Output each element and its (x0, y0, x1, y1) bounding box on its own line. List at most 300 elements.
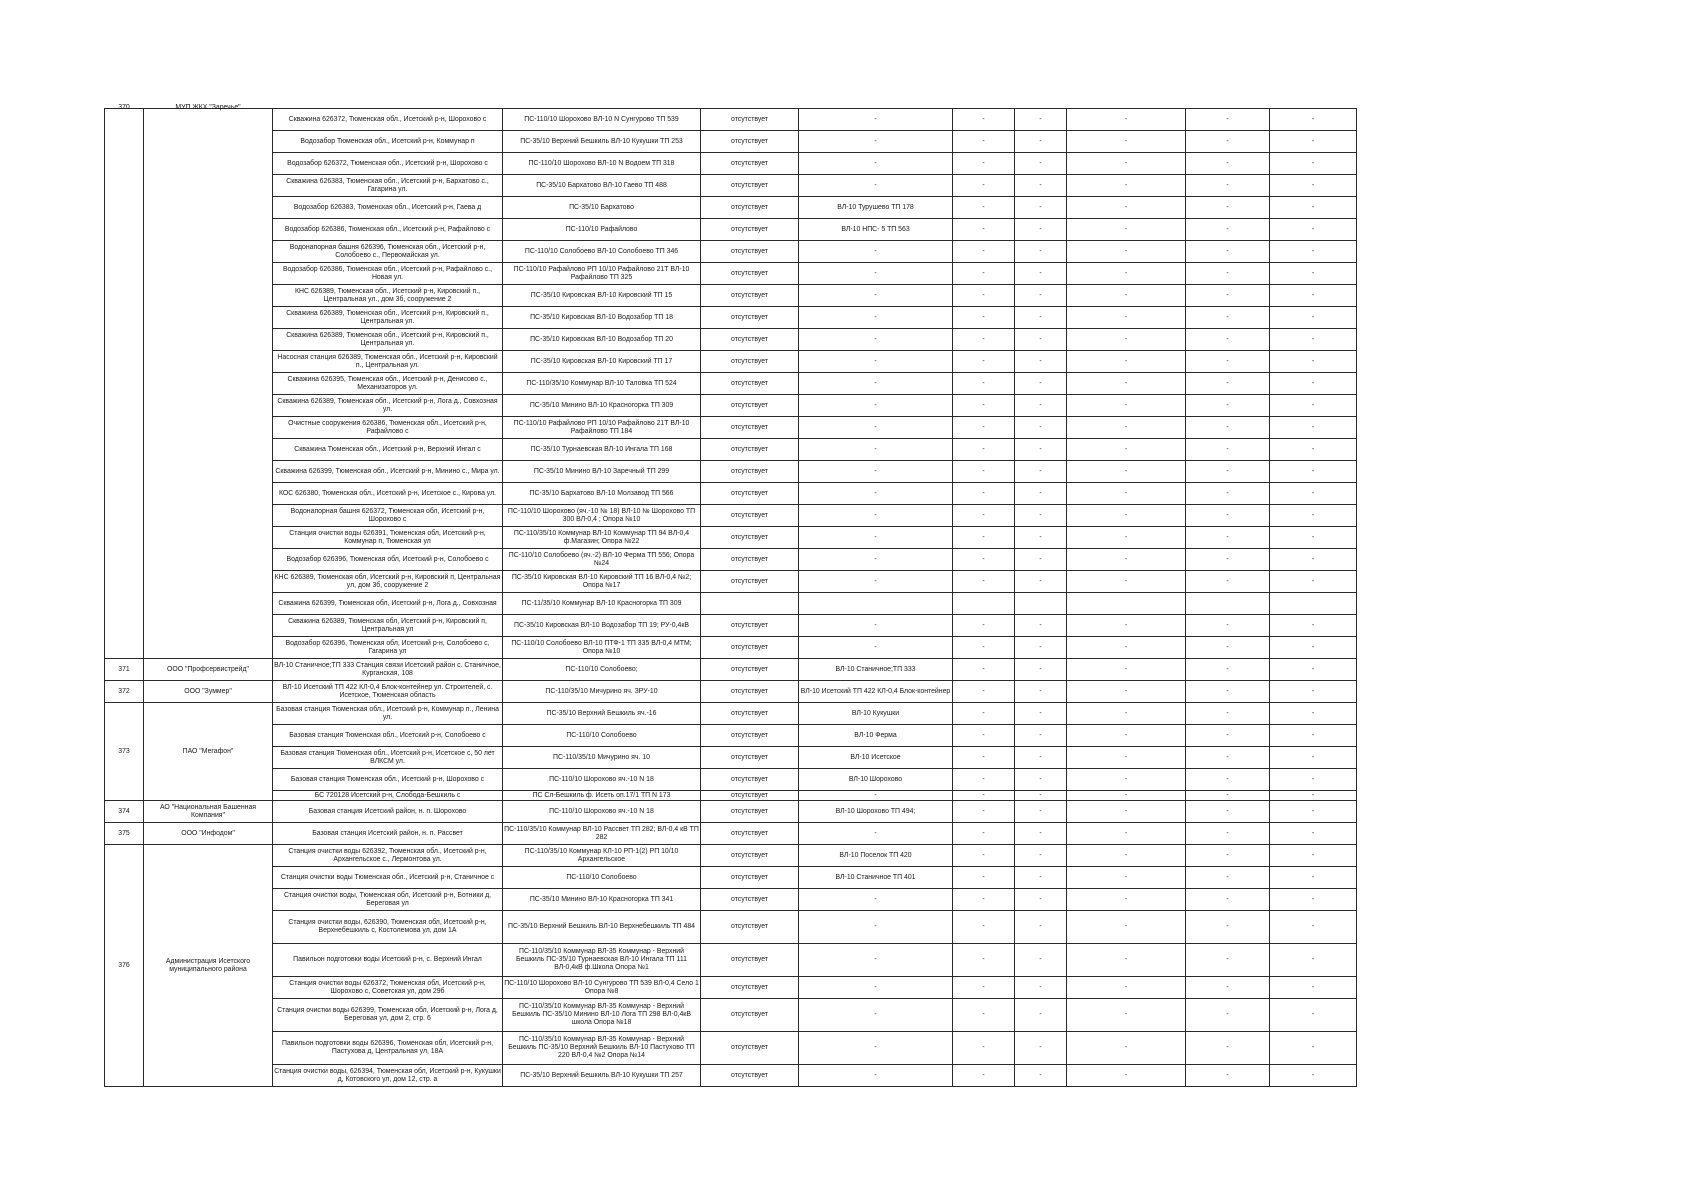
document-status-cell: отсутствует (701, 867, 799, 889)
value-cell: - (1067, 307, 1186, 329)
value-cell: - (953, 307, 1015, 329)
feeder-cell: ВЛ-10 Шорохово ТП 494; (799, 801, 953, 823)
document-status-cell: отсутствует (701, 109, 799, 131)
object-address-cell: Станция очистки воды, 626394, Тюменская обл, Исетский р-н, Кукушки д, Котовского ул, дом 12, стр. а (273, 1065, 503, 1087)
value-cell: - (1067, 219, 1186, 241)
table-row (105, 999, 1357, 1032)
feeder-cell: ВЛ-10 Исетское (799, 747, 953, 769)
substation-cell: ПС-35/10 Кировская ВЛ-10 Водозабор ТП 19; РУ-0,4кВ (503, 615, 701, 637)
value-cell: - (953, 439, 1015, 461)
substation-cell: ПС-110/10 Рафайлово РП 10/10 Рафайлово 21Т ВЛ-10 Рафайлово ТП 325 (503, 263, 701, 285)
feeder-cell: ВЛ-10 Поселок ТП 420 (799, 845, 953, 867)
feeder-cell: - (799, 109, 953, 131)
table-row (105, 417, 1357, 439)
feeder-cell: - (799, 175, 953, 197)
value-cell: - (1270, 1065, 1357, 1087)
value-cell: - (1186, 681, 1270, 703)
value-cell: - (1067, 659, 1186, 681)
substation-cell: ПС-11/35/10 Коммунар ВЛ-10 Красногорка ТП 309 (503, 593, 701, 615)
value-cell: - (1270, 197, 1357, 219)
value-cell (1186, 593, 1270, 615)
value-cell: - (1270, 889, 1357, 911)
substation-cell: ПС-35/10 Кировская ВЛ-10 Кировский ТП 17 (503, 351, 701, 373)
value-cell: - (1067, 461, 1186, 483)
value-cell: - (1015, 439, 1067, 461)
feeder-cell: - (799, 1065, 953, 1087)
value-cell: - (1015, 703, 1067, 725)
table-row (105, 219, 1357, 241)
object-address-cell: Водозабор 626396, Тюменская обл, Исетский р-н, Солобоево с, Гагарина ул (273, 637, 503, 659)
value-cell: - (953, 153, 1015, 175)
organization-cell: Администрация Исетского муниципального района (144, 845, 273, 1087)
value-cell: - (1015, 351, 1067, 373)
table-row (105, 461, 1357, 483)
value-cell (953, 593, 1015, 615)
document-status-cell: отсутствует (701, 823, 799, 845)
value-cell: - (1270, 977, 1357, 999)
object-address-cell: Станция очистки воды Тюменская обл., Исетский р-н, Станичное с (273, 867, 503, 889)
substation-cell: ПС-110/10 Шорохово ВЛ-10 Сунгурово ТП 539 ВЛ-0,4 Село 1 Опора №8 (503, 977, 701, 999)
value-cell: - (1067, 417, 1186, 439)
value-cell: - (1270, 911, 1357, 944)
value-cell: - (953, 845, 1015, 867)
value-cell: - (1270, 1032, 1357, 1065)
feeder-cell: - (799, 263, 953, 285)
object-address-cell: ВЛ-10 Исетский ТП 422 КЛ-0,4 Блок-контейнер ул. Строителей, с. Исетское, Тюменская область (273, 681, 503, 703)
value-cell: - (1015, 1032, 1067, 1065)
value-cell: - (1015, 867, 1067, 889)
document-status-cell: отсутствует (701, 1065, 799, 1087)
substation-cell: ПС-35/10 Бархатово (503, 197, 701, 219)
document-status-cell: отсутствует (701, 703, 799, 725)
feeder-cell: - (799, 889, 953, 911)
value-cell: - (1015, 571, 1067, 593)
value-cell: - (1067, 791, 1186, 801)
value-cell: - (953, 791, 1015, 801)
value-cell: - (1067, 197, 1186, 219)
substation-cell: ПС-110/35/10 Коммунар ВЛ-10 Таловка ТП 524 (503, 373, 701, 395)
value-cell: - (1186, 1065, 1270, 1087)
object-address-cell: Скважина 626389, Тюменская обл., Исетский р-н, Кировский п., Центральная ул. (273, 307, 503, 329)
substation-cell: ПС-110/10 Рафайлово РП 10/10 Рафайлово 21Т ВЛ-10 Рафайлово ТП 184 (503, 417, 701, 439)
feeder-cell: - (799, 373, 953, 395)
value-cell (1067, 593, 1186, 615)
value-cell: - (1067, 725, 1186, 747)
table-row (105, 241, 1357, 263)
value-cell: - (1186, 527, 1270, 549)
value-cell: - (1186, 703, 1270, 725)
value-cell: - (1015, 329, 1067, 351)
value-cell: - (1186, 373, 1270, 395)
row-number-cell: 373 (105, 703, 144, 801)
feeder-cell: - (799, 823, 953, 845)
document-status-cell: отсутствует (701, 483, 799, 505)
table-row (105, 175, 1357, 197)
value-cell: - (953, 131, 1015, 153)
object-address-cell: Базовая станция Тюменская обл., Исетский р-н, Исетское с, 50 лет ВЛКСМ ул. (273, 747, 503, 769)
value-cell: - (1186, 889, 1270, 911)
table-row (105, 329, 1357, 351)
feeder-cell: - (799, 615, 953, 637)
value-cell: - (953, 889, 1015, 911)
organization-text: МУП ЖКХ "Заречье" (175, 104, 241, 111)
value-cell: - (1270, 219, 1357, 241)
value-cell: - (953, 977, 1015, 999)
value-cell: - (1270, 571, 1357, 593)
value-cell: - (1186, 175, 1270, 197)
object-address-cell: Скважина 626395, Тюменская обл., Исетский р-н, Денисово с., Механизаторов ул. (273, 373, 503, 395)
value-cell: - (953, 615, 1015, 637)
table-row (105, 867, 1357, 889)
value-cell: - (953, 823, 1015, 845)
object-address-cell: ВЛ-10 Станичное;ТП 333 Станция связи Исетский район с. Станичное, Курганская, 108 (273, 659, 503, 681)
document-status-cell: отсутствует (701, 571, 799, 593)
substation-cell: ПС-35/10 Кировская ВЛ-10 Водозабор ТП 18 (503, 307, 701, 329)
value-cell: - (1186, 769, 1270, 791)
value-cell: - (1067, 241, 1186, 263)
table-row (105, 801, 1357, 823)
value-cell: - (1186, 867, 1270, 889)
table-row (105, 549, 1357, 571)
value-cell: - (1186, 549, 1270, 571)
value-cell: - (1015, 769, 1067, 791)
value-cell: - (1067, 439, 1186, 461)
value-cell: - (953, 483, 1015, 505)
feeder-cell: - (799, 1032, 953, 1065)
value-cell: - (1067, 801, 1186, 823)
value-cell: - (1270, 999, 1357, 1032)
object-address-cell: Базовая станция Исетский район, н. п. Шорохово (273, 801, 503, 823)
value-cell: - (1015, 999, 1067, 1032)
document-status-cell: отсутствует (701, 889, 799, 911)
table-row (105, 263, 1357, 285)
value-cell: - (953, 241, 1015, 263)
value-cell: - (1015, 417, 1067, 439)
value-cell: - (1186, 285, 1270, 307)
value-cell: - (953, 329, 1015, 351)
table-row (105, 153, 1357, 175)
value-cell: - (1186, 483, 1270, 505)
table-row (105, 373, 1357, 395)
value-cell: - (1015, 944, 1067, 977)
document-status-cell: отсутствует (701, 801, 799, 823)
value-cell: - (1067, 889, 1186, 911)
substation-cell: ПС-110/10 Рафайлово (503, 219, 701, 241)
table-row (105, 197, 1357, 219)
document-status-cell: отсутствует (701, 911, 799, 944)
table-row (105, 637, 1357, 659)
row-number-cell: 371 (105, 659, 144, 681)
object-address-cell: БС 720128 Исетский р-н, Слобода-Бешкиль с (273, 791, 503, 801)
table-row (105, 911, 1357, 944)
document-status-cell: отсутствует (701, 351, 799, 373)
value-cell: - (1270, 351, 1357, 373)
table-row (105, 725, 1357, 747)
value-cell: - (1270, 263, 1357, 285)
value-cell: - (1270, 109, 1357, 131)
row-number-text: 370 (118, 104, 130, 111)
value-cell: - (1186, 461, 1270, 483)
value-cell: - (1270, 395, 1357, 417)
table-row (105, 1065, 1357, 1087)
object-address-cell: Водонапорная башня 626396, Тюменская обл., Исетский р-н, Солобоево с., Первомайская ул. (273, 241, 503, 263)
table-row (105, 351, 1357, 373)
feeder-cell: ВЛ-10 Кукушки (799, 703, 953, 725)
organization-cell: ПАО "Мегафон" (144, 703, 273, 801)
object-address-cell: КНС 626389, Тюменская обл., Исетский р-н, Кировский п., Центральная ул., дом 3б, сооружение 2 (273, 285, 503, 307)
feeder-cell: - (799, 637, 953, 659)
document-status-cell: отсутствует (701, 999, 799, 1032)
document-status-cell: отсутствует (701, 329, 799, 351)
value-cell: - (953, 659, 1015, 681)
feeder-cell: ВЛ-10 Шорохово (799, 769, 953, 791)
substation-cell: ПС-110/35/10 Мичурино яч. 10 (503, 747, 701, 769)
feeder-cell (799, 593, 953, 615)
value-cell: - (1186, 747, 1270, 769)
value-cell: - (1186, 615, 1270, 637)
value-cell: - (1270, 153, 1357, 175)
value-cell: - (1186, 637, 1270, 659)
document-status-cell: отсутствует (701, 131, 799, 153)
object-address-cell: КНС 626389, Тюменская обл, Исетский р-н, Кировский п, Центральная ул, дом 3б, сооружение 2 (273, 571, 503, 593)
value-cell: - (1270, 681, 1357, 703)
substation-cell: ПС-110/10 Солобоево ВЛ-10 ПТФ-1 ТП 335 ВЛ-0,4 МТМ; Опора №10 (503, 637, 701, 659)
value-cell: - (1186, 153, 1270, 175)
value-cell: - (1270, 175, 1357, 197)
value-cell: - (953, 109, 1015, 131)
substation-cell: ПС-110/35/10 Коммунар ВЛ-35 Коммунар - Верхний Бешкиль ПС-35/10 Минино ВЛ-10 Лога ТП 298 ВЛ-0,4кВ школа Опора №18 (503, 999, 701, 1032)
object-address-cell: Насосная станция 626389, Тюменская обл., Исетский р-н, Кировский п., Центральная ул. (273, 351, 503, 373)
value-cell: - (1186, 351, 1270, 373)
table-row (105, 307, 1357, 329)
value-cell: - (1186, 505, 1270, 527)
substation-cell: ПС-110/10 Солобоево (яч.-2) ВЛ-10 Ферма ТП 556; Опора №24 (503, 549, 701, 571)
document-status-cell: отсутствует (701, 307, 799, 329)
value-cell: - (1015, 109, 1067, 131)
value-cell: - (1270, 867, 1357, 889)
document-status-cell: отсутствует (701, 285, 799, 307)
value-cell: - (1270, 615, 1357, 637)
value-cell: - (953, 703, 1015, 725)
value-cell: - (1067, 747, 1186, 769)
value-cell: - (953, 911, 1015, 944)
table-row (105, 823, 1357, 845)
value-cell: - (1270, 241, 1357, 263)
value-cell: - (1186, 439, 1270, 461)
table-row (105, 659, 1357, 681)
value-cell: - (1186, 329, 1270, 351)
substation-cell: ПС-110/10 Шорохово яч.-10 N 18 (503, 801, 701, 823)
value-cell: - (1015, 461, 1067, 483)
substation-cell: ПС-35/10 Верхний Бешкиль ВЛ-10 Кукушки ТП 253 (503, 131, 701, 153)
organization-cell: ООО "Зуммер" (144, 681, 273, 703)
feeder-cell: - (799, 571, 953, 593)
table-row (105, 593, 1357, 615)
value-cell: - (1015, 845, 1067, 867)
value-cell: - (953, 747, 1015, 769)
value-cell: - (1067, 285, 1186, 307)
value-cell: - (1186, 1032, 1270, 1065)
document-status-cell: отсутствует (701, 505, 799, 527)
feeder-cell: ВЛ-10 НПС- 5 ТП 563 (799, 219, 953, 241)
value-cell: - (1015, 681, 1067, 703)
substation-cell: ПС-35/10 Бархатово ВЛ-10 Молзавод ТП 566 (503, 483, 701, 505)
value-cell: - (1015, 725, 1067, 747)
value-cell: - (1186, 109, 1270, 131)
value-cell: - (953, 999, 1015, 1032)
value-cell: - (1015, 747, 1067, 769)
substation-cell: ПС-110/10 Солобоево; (503, 659, 701, 681)
value-cell: - (1067, 703, 1186, 725)
object-address-cell: Павильон подготовки воды Исетский р-н, с. Верхний Ингал (273, 944, 503, 977)
feeder-cell: - (799, 461, 953, 483)
object-address-cell: Базовая станция Исетский район, н. п. Рассвет (273, 823, 503, 845)
value-cell: - (953, 527, 1015, 549)
row-number-cell (105, 104, 144, 659)
value-cell: - (1270, 131, 1357, 153)
object-address-cell: Скважина 626389, Тюменская обл., Исетский р-н, Кировский п., Центральная ул. (273, 329, 503, 351)
organization-cell: ООО "Профсервистрейд" (144, 659, 273, 681)
feeder-cell: - (799, 417, 953, 439)
substation-cell: ПС-35/10 Турнаевская ВЛ-10 Ингала ТП 168 (503, 439, 701, 461)
value-cell: - (1186, 791, 1270, 801)
value-cell: - (953, 505, 1015, 527)
value-cell: - (1270, 944, 1357, 977)
table-row (105, 571, 1357, 593)
value-cell: - (1067, 549, 1186, 571)
value-cell: - (1186, 131, 1270, 153)
value-cell: - (1186, 801, 1270, 823)
value-cell: - (1015, 219, 1067, 241)
value-cell: - (1270, 483, 1357, 505)
value-cell: - (953, 285, 1015, 307)
value-cell: - (1067, 637, 1186, 659)
substation-cell: ПС-35/10 Минино ВЛ-10 Красногорка ТП 309 (503, 395, 701, 417)
object-address-cell: Водонапорная башня 626372, Тюменская обл, Исетский р-н, Шорохово с (273, 505, 503, 527)
spreadsheet-page (104, 104, 1356, 1087)
feeder-cell: - (799, 999, 953, 1032)
feeder-cell: - (799, 977, 953, 999)
value-cell: - (1186, 219, 1270, 241)
substation-cell: ПС-35/10 Верхний Бешкиль ВЛ-10 Верхнебешкиль ТП 484 (503, 911, 701, 944)
value-cell: - (953, 175, 1015, 197)
object-address-cell: Водозабор 626372, Тюменская обл., Исетский р-н, Шорохово с (273, 153, 503, 175)
value-cell: - (1186, 197, 1270, 219)
table-row (105, 395, 1357, 417)
document-status-cell: отсутствует (701, 747, 799, 769)
row-number-cell: 376 (105, 845, 144, 1087)
row-number-cell: 375 (105, 823, 144, 845)
substation-cell: ПС-35/10 Верхний Бешкиль яч.-16 (503, 703, 701, 725)
document-status-cell: отсутствует (701, 725, 799, 747)
feeder-cell: - (799, 483, 953, 505)
object-address-cell: Базовая станция Тюменская обл., Исетский р-н, Коммунар п., Ленина ул. (273, 703, 503, 725)
substation-cell: ПС-35/10 Минино ВЛ-10 Красногорка ТП 341 (503, 889, 701, 911)
feeder-cell: ВЛ-10 Станичное;ТП 333 (799, 659, 953, 681)
table-row (105, 769, 1357, 791)
object-address-cell: Станция очистки воды 626392, Тюменская обл., Исетский р-н, Архангельское с., Лермонтова ул. (273, 845, 503, 867)
value-cell: - (1067, 769, 1186, 791)
value-cell: - (953, 263, 1015, 285)
value-cell: - (1270, 549, 1357, 571)
value-cell: - (1015, 483, 1067, 505)
value-cell: - (1186, 263, 1270, 285)
substation-cell: ПС Сл-Бешкиль ф. Исеть оп.17/1 ТП N 173 (503, 791, 701, 801)
value-cell: - (1067, 527, 1186, 549)
document-status-cell: отсутствует (701, 461, 799, 483)
feeder-cell: - (799, 911, 953, 944)
value-cell: - (1186, 395, 1270, 417)
value-cell (1015, 593, 1067, 615)
substation-cell: ПС-110/10 Шорохово ВЛ-10 N Водоем ТП 318 (503, 153, 701, 175)
object-address-cell: Водозабор Тюменская обл., Исетский р-н, Коммунар п (273, 131, 503, 153)
value-cell: - (1186, 417, 1270, 439)
value-cell: - (953, 197, 1015, 219)
document-status-cell: отсутствует (701, 659, 799, 681)
value-cell: - (1270, 329, 1357, 351)
object-address-cell: Водозабор 626383, Тюменская обл., Исетский р-н, Гаева д (273, 197, 503, 219)
value-cell: - (1015, 801, 1067, 823)
table-row (105, 285, 1357, 307)
value-cell: - (1015, 395, 1067, 417)
value-cell: - (1270, 417, 1357, 439)
value-cell: - (1067, 109, 1186, 131)
value-cell: - (1186, 999, 1270, 1032)
value-cell: - (1270, 801, 1357, 823)
object-address-cell: Скважина 626389, Тюменская обл, Исетский р-н, Кировский п, Центральная ул (273, 615, 503, 637)
value-cell: - (1015, 659, 1067, 681)
value-cell: - (1067, 823, 1186, 845)
feeder-cell: - (799, 439, 953, 461)
value-cell: - (1015, 791, 1067, 801)
document-status-cell: отсутствует (701, 615, 799, 637)
table-row (105, 109, 1357, 131)
object-address-cell: Водозабор 626386, Тюменская обл., Исетский р-н, Рафайлово с., Новая ул. (273, 263, 503, 285)
document-status-cell: отсутствует (701, 417, 799, 439)
value-cell: - (1067, 845, 1186, 867)
value-cell: - (1186, 307, 1270, 329)
value-cell: - (1067, 615, 1186, 637)
feeder-cell: - (799, 307, 953, 329)
substation-cell: ПС-35/10 Верхний Бешкиль ВЛ-10 Кукушки ТП 257 (503, 1065, 701, 1087)
value-cell: - (1186, 911, 1270, 944)
substation-cell: ПС-110/35/10 Коммунар ВЛ-10 Коммунар ТП 94 ВЛ-0,4 ф.Магазин; Опора №22 (503, 527, 701, 549)
feeder-cell: - (799, 285, 953, 307)
substation-cell: ПС-110/35/10 Коммунар ВЛ-35 Коммунар - Верхний Бешкиль ПС-35/10 Верхний Бешкиль ВЛ-10 Пастухово ТП 220 ВЛ-0,4 №2 Опора №14 (503, 1032, 701, 1065)
value-cell: - (1015, 153, 1067, 175)
value-cell: - (1067, 351, 1186, 373)
substation-cell: ПС-110/10 Солобоево (503, 725, 701, 747)
object-address-cell: Скважина 626399, Тюменская обл, Исетский р-н, Лога д., Совхозная (273, 593, 503, 615)
value-cell: - (953, 681, 1015, 703)
document-status-cell: отсутствует (701, 197, 799, 219)
table-row (105, 703, 1357, 725)
value-cell: - (1270, 285, 1357, 307)
feeder-cell: ВЛ-10 Ферма (799, 725, 953, 747)
value-cell: - (953, 417, 1015, 439)
document-status-cell: отсутствует (701, 791, 799, 801)
table-row (105, 889, 1357, 911)
value-cell: - (953, 219, 1015, 241)
row-number-cell: 374 (105, 801, 144, 823)
value-cell: - (1067, 944, 1186, 977)
document-status-cell: отсутствует (701, 769, 799, 791)
value-cell: - (1067, 131, 1186, 153)
value-cell: - (953, 725, 1015, 747)
document-status-cell: отсутствует (701, 977, 799, 999)
table-row (105, 505, 1357, 527)
value-cell: - (1186, 845, 1270, 867)
